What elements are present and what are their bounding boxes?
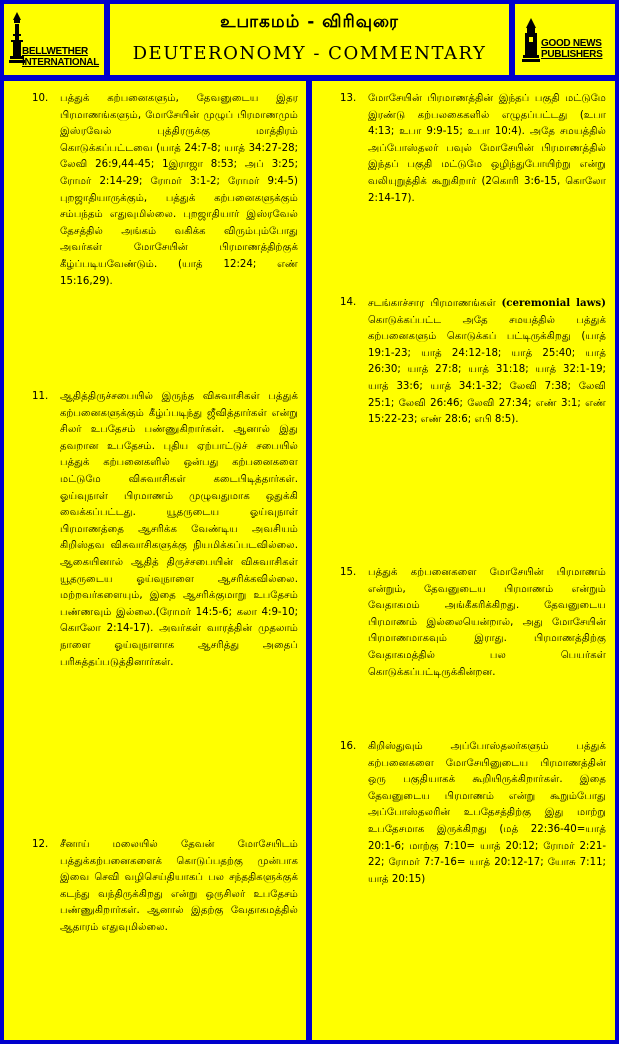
entry-text: மோசேயின் பிரமாணத்தின் இந்தப் பகுதி மட்டுமே இரண்டு கற்பலகைகளில் எழுதப்பட்டது (உபா 4:13; உபா 9:9-15; உபா 10:4). அதே சமயத்தில் அப்போஸ்தலர் பவுல் மோசேயின் பிரமாணத்தில் இந்தப் பகுதி மட்டுமே ஒழிந்துபோயிற்று என்று வலியுறுத்திக் கூறுகிறார் (2கொரி 3:6-15, கொலோ 2:14-17). bbox=[368, 93, 606, 204]
entry-15 bbox=[340, 565, 606, 681]
entry-number: 13. bbox=[340, 93, 357, 104]
entry-number: 14. bbox=[340, 297, 357, 308]
entry-text: சடங்காச்சார பிரமாணங்கள் (ceremonial laws) கொடுக்கப்பட்ட அதே சமயத்தில் பத்துக் கற்பனைகளும் கொடுக்கப் பட்டிருக்கிறது (யாத் 19:1-23; யாத் 24:12-18; யாத் 25:40; யாத் 26:30; யாத் 27:8; யாத் 31:18; யாத் 32:1-19; யாத் 33:6; யாத் 34:1-32; லேவி 7:38; லேவி 25:1; லேவி 26:46; லேவி 27:34; எண் 3:1; எண் 15:22-23; எண் 28:6; எபி 8:5). bbox=[368, 297, 606, 426]
right-column bbox=[312, 81, 615, 1040]
entry-number: 16. bbox=[340, 741, 357, 752]
entry-number: 15. bbox=[340, 567, 357, 578]
entry-number: 11. bbox=[32, 391, 49, 402]
entry-text: கிறிஸ்துவும் அப்போஸ்தலர்களும் பத்துக் கற்பனைகளை மோசேயினுடைய பிரமாணத்தின் ஒரு பகுதியாகக் கூறியிருக்கிறார்கள். இதை தேவனுடைய பிரமாணம் என்று கூறும்போது அப்போஸ்தலரின் உபதேசத்திற்கு இது மாற்று உபதேசமாக இருக்கிறது (மத் 22:36-40=யாத் 20:1-6; மாற்கு 7:10= யாத் 20:12; ரோமர் 2:21-22; ரோமர் 7:7-16= யாத் 20:12-17; யோசு 7:11; யாத் 20:15) bbox=[368, 741, 606, 885]
logo-text-good-news: GOOD NEWS PUBLISHERS bbox=[541, 38, 603, 60]
entry-14 bbox=[340, 295, 606, 429]
entry-number: 10. bbox=[32, 93, 49, 104]
entry-text: சீனாய் மலையில் தேவன் மோசேயிடம் பத்துக்கற்பனைகளைக் கொடுப்பதற்கு முன்பாக இவை செவி வழிசெய்தியாகப் பல சந்ததிகளுக்குக் கடந்து வந்திருக்கிறது என்று ஒருசிலர் உபதேசம் பண்ணுகிறார்கள். ஆனால் இதற்கு வேதாகமத்தில் ஆதாரம் எதுவுமில்லை. bbox=[60, 839, 298, 933]
entry-16 bbox=[340, 739, 606, 888]
entry-11 bbox=[32, 389, 298, 671]
entry-text: ஆதித்திருச்சபையில் இருந்த விசுவாசிகள் பத்துக் கற்பனைகளுக்கும் கீழ்ப்படிந்து ஜீவித்தார்கள் என்று சிலர் உபதேசம் பண்ணுகிறார்கள். ஆனால் இது தவறான உபதேசம். புதிய ஏற்பாட்டுச் சபையில் பத்துக் கற்பனைகளில் ஒன்பது கற்பனைகளை மட்டுமே விசுவாசிகள் கடைபிடித்தார்கள். ஓய்வுநாள் பிரமாணம் முழுவதுமாக ஒதுக்கி வைக்கப்பட்டது. யூதருடைய ஓய்வுநாள் பிரமாணத்தை ஆசரிக்க வேண்டிய அவசியம் கிறிஸ்தவ விசுவாசிகளுக்கு நியமிக்கப்படவில்லை. ஆகையினால் ஆதித் திருச்சபையின் விசுவாசிகள் யூதருடைய ஓய்வுநாளை ஆசரிக்கவில்லை. மற்றவர்களையும், இதை ஆசரிக்குமாறு உபதேசம் பண்ணவும் இல்லை.(ரோமர் 14:5-6; கலா 4:9-10; கொலோ 2:14-17). அவர்கள் வாரத்தின் முதலாம் நாளை ஓய்வுநாளாக ஆசரித்து அதைப் பரிசுத்தப்படுத்தினார்கள். bbox=[60, 391, 298, 668]
logo-good-news bbox=[515, 4, 615, 75]
entry-12 bbox=[32, 837, 298, 937]
entry-text: பத்துக் கற்பனைகளை மோசேயின் பிரமாணம் என்றும், தேவனுடைய பிரமாணம் என்றும் வேதாகமம் அங்கீகரிக்கிறது. தேவனுடைய பிரமாணம் இல்லையென்றால், அது மோசேயின் பிரமாணமாகவும் இராது. பிரமாணத்திற்கு வேதாகமத்தில் பல பெயர்கள் கொடுக்கப்பட்டிருக்கின்றன. bbox=[368, 567, 606, 678]
title-english: DEUTERONOMY - COMMENTARY bbox=[132, 43, 487, 64]
left-column bbox=[4, 81, 306, 1040]
entry-text: பத்துக் கற்பனைகளும், தேவனுடைய இதர பிரமாணங்களும், மோசேயின் முழுப் பிரமாணமும் இஸ்ரவேல் புத்திரருக்கு மாத்திரம் கொடுக்கப்பட்டவை (யாத் 24:7-8; யாத் 34:27-28; லேவி 26:9,44-45; 1இராஜா 8:53; அப் 3:25; ரோமர் 2:14-29; ரோமர் 3:1-2; ரோமர் 9:4-5) புறஜாதியாருக்கும், பத்துக் கற்பனைகளுக்கும் சம்பந்தம் எதுவுமில்லை. புறஜாதியார் இஸ்ரவேல் தேசத்தில் அங்கம் வகிக்க விரும்பும்போது அவர்கள் மோசேயின் பிரமாணத்திற்குக் கீழ்ப்படியவேண்டும். (யாத் 12:24; எண் 15:16,29). bbox=[60, 93, 298, 287]
ceremonial-laws-term: (ceremonial laws) bbox=[501, 297, 606, 309]
title-panel bbox=[110, 4, 509, 75]
entry-13 bbox=[340, 91, 606, 207]
logo-bellwether bbox=[4, 4, 104, 75]
entry-number: 12. bbox=[32, 839, 49, 850]
logo-text-bellwether: BELLWETHER INTERNATIONAL bbox=[22, 46, 100, 68]
entry-10 bbox=[32, 91, 298, 290]
title-tamil: உபாகமம் - விரிவுரை bbox=[220, 12, 399, 32]
